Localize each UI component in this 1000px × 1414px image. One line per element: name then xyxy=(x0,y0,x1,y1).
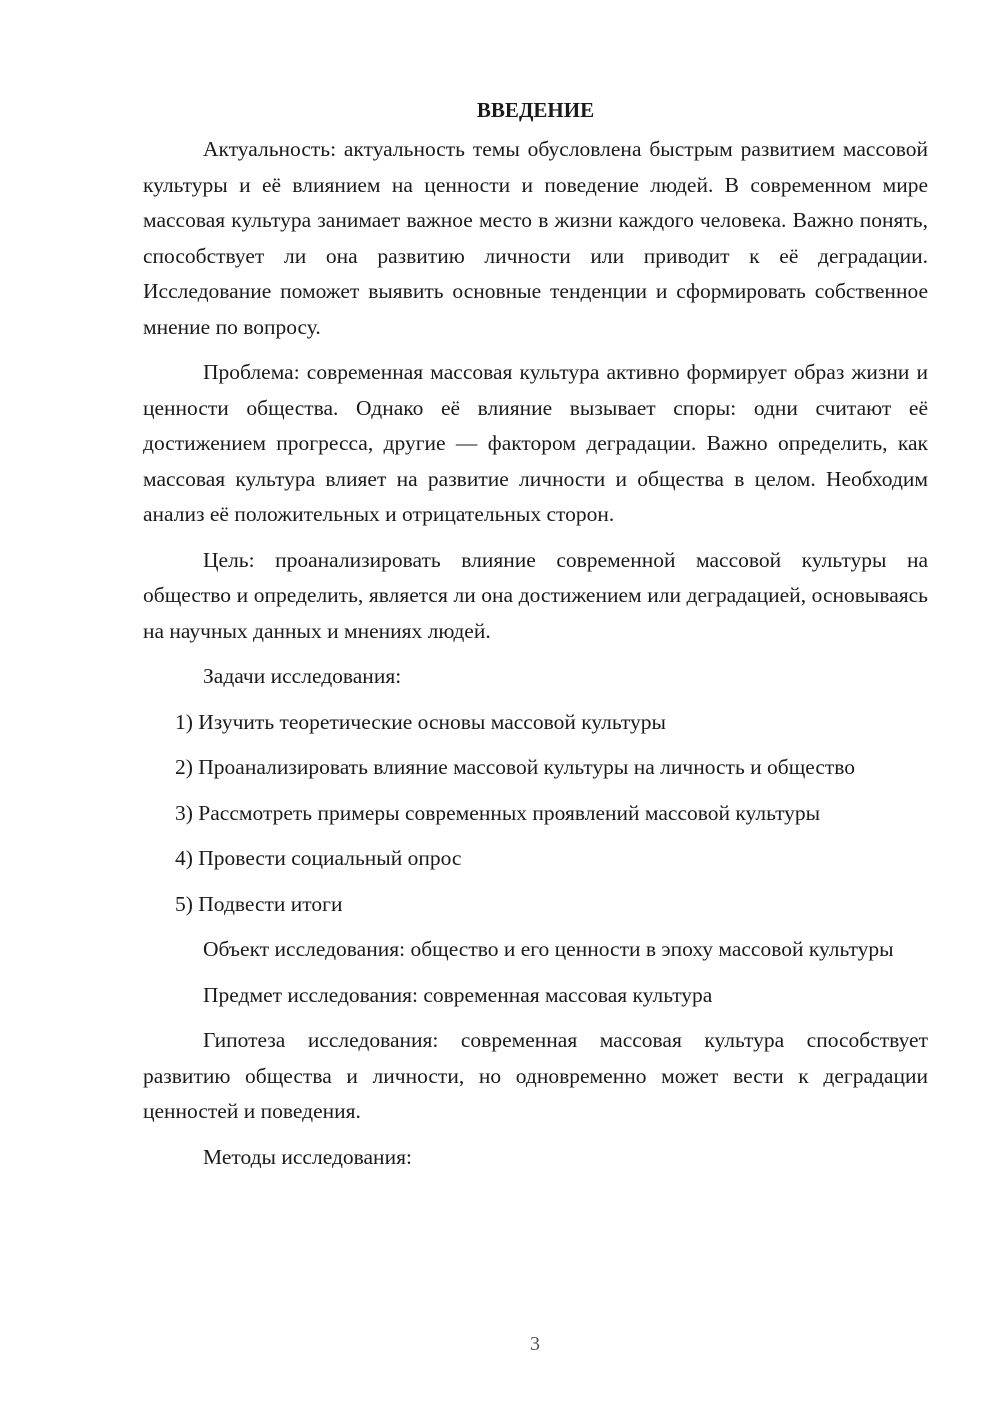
page-title: ВВЕДЕНИЕ xyxy=(476,98,595,122)
list-item: 4) Провести социальный опрос xyxy=(175,846,462,870)
document-page xyxy=(143,92,928,1175)
problem-paragraph: Проблема: современная массовая культура активно формирует образ жизни и ценности общества. Однако её влияние вызывает споры: одни считают её достижением прогресса, другие — фактором деградации. Важно определить, как массовая культура влияет на развитие личности и общества в целом. Необходим анализ её положительных и отрицательных сторон. xyxy=(143,360,928,526)
tasks-heading: Задачи исследования: xyxy=(203,664,402,688)
tasks-list xyxy=(143,705,928,923)
methods-paragraph: Методы исследования: xyxy=(203,1144,412,1169)
object-paragraph: Объект исследования: общество и его ценности в эпоху массовой культуры xyxy=(203,937,894,961)
relevance-paragraph: Актуальность: актуальность темы обусловлена быстрым развитием массовой культуры и её влиянием на ценности и поведение людей. В современном мире массовая культура занимает важное место в жизни каждого человека. Важно понять, способствует ли она развитию личности или приводит к её деградации. Исследование поможет выявить основные тенденции и сформировать собственное мнение по вопросу. xyxy=(143,137,928,339)
page-number: 3 xyxy=(530,1333,540,1355)
list-item: 5) Подвести итоги xyxy=(175,891,343,916)
goal-paragraph: Цель: проанализировать влияние современной массовой культуры на общество и определить, является ли она достижением или деградацией, основываясь на научных данных и мнениях людей. xyxy=(143,547,928,643)
subject-paragraph: Предмет исследования: современная массовая культура xyxy=(203,982,713,1007)
list-item: 1) Изучить теоретические основы массовой культуры xyxy=(175,709,666,734)
list-item: 2) Проанализировать влияние массовой культуры на личность и общество xyxy=(175,755,856,779)
hypothesis-paragraph: Гипотеза исследования: современная массовая культура способствует развитию общества и личности, но одновременно может вести к деградации ценностей и поведения. xyxy=(143,1028,928,1123)
list-item: 3) Рассмотреть примеры современных проявлений массовой культуры xyxy=(175,800,821,825)
